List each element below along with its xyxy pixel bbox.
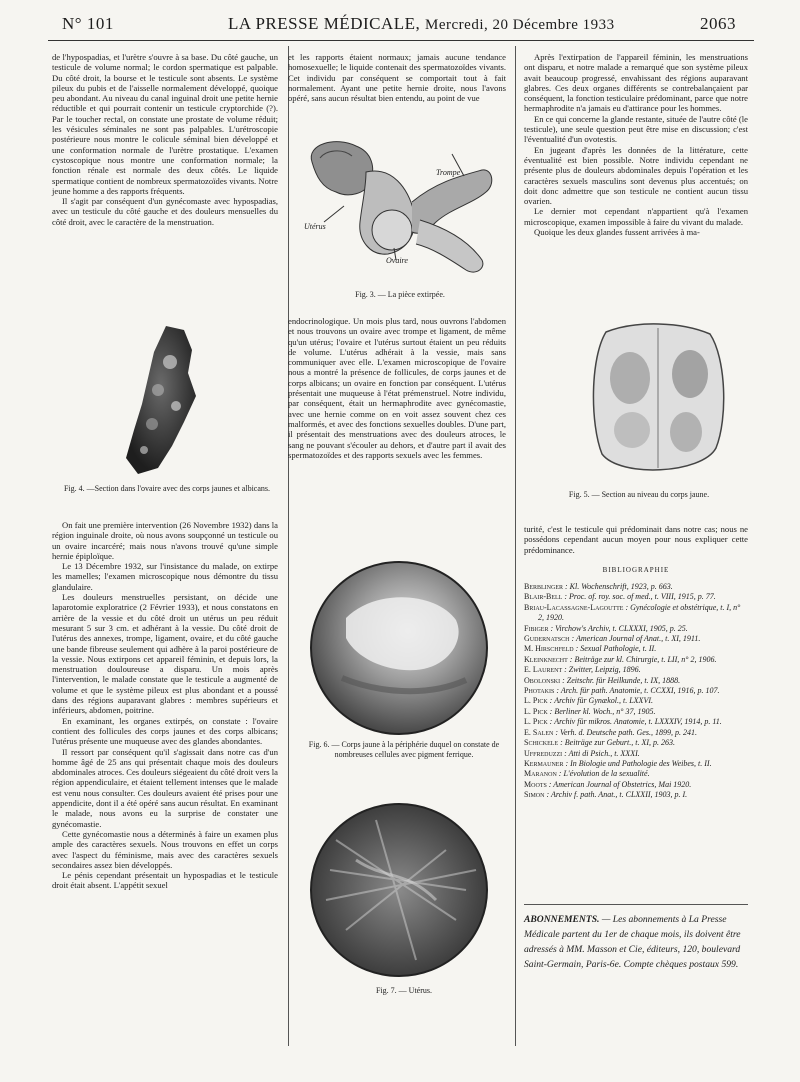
column-divider xyxy=(515,46,516,1046)
bibliography-reference: : Berliner kl. Woch., n° 37, 1905. xyxy=(547,706,656,716)
bibliography-reference: : Beiträge zur kl. Chirurgie, t. LII, n° 2, 1906. xyxy=(567,654,717,664)
journal-title xyxy=(228,14,615,34)
col3-mid-text xyxy=(524,524,748,555)
bibliography-reference: : Zeitschr. für Heilkunde, t. IX, 1888. xyxy=(560,675,681,685)
bibliography-entry xyxy=(524,676,748,686)
bibliography-author: Blair-Bell xyxy=(524,592,563,602)
issue-number: N° 101 xyxy=(62,14,114,33)
bibliography-author: Kermauner xyxy=(524,758,564,768)
abonnements-rule xyxy=(524,904,748,905)
fig7-image xyxy=(306,800,492,980)
bibliography-entry xyxy=(524,759,748,769)
paragraph: Il s'agit par conséquent d'un gynécomaste avec hypospadias, avec un testicule du côté gauche et des douleurs mensuelles du côté droit, avec le caractère de la menstruation. xyxy=(52,196,278,227)
page-number: 2063 xyxy=(700,14,736,33)
abonnements-text: — Les abonnements à La Presse Médicale partent du 1er de chaque mois, ils doivent être adressés à MM. Masson et Cie, éditeurs, 120, boulevard Saint-Germain, Paris-6e. Compte chèques postaux 599. xyxy=(524,914,741,970)
paragraph: de l'hypospadias, et l'urètre s'ouvre à sa base. Du côté gauche, un testicule de volume normal; le cordon spermatique est palpable. Du côté droit, la bourse et le testicule sont absents. Le système pileux du pubis et de l'aisselle normalement développé, quoique peu abondant. Au niveau du canal inguinal droit une petite hernie réductible et qui pourrait contenir un testicule cryptorchide (?). Par le toucher rectal, on constate une prostate de volume réduit; les vésicules séminales ne sont pas palpables. L'urétroscopie postérieure nous montre le colicule séminal bien développé et une conformation normale de l'urètre prostatique. L'examen cystoscopique nous montre une conformation normale; la fonction rénale est normale des deux côtés. Le liquide spermatique contient de nombreux spermatozoïdes vivants. Notre jeune homme a des rapports fréquents. xyxy=(52,52,278,196)
bibliography-reference: : Gynécologie et obstétrique, t. I, n° 2, 1920. xyxy=(538,602,741,623)
bibliography-title: BIBLIOGRAPHIE xyxy=(602,566,670,574)
bibliography-author: Berblinger xyxy=(524,582,564,591)
bibliography-entry xyxy=(524,790,748,800)
issue-date: Mercredi, 20 Décembre 1933 xyxy=(425,17,615,33)
bibliography-reference: : Virchow's Archiv, t. CLXXXI, 1905, p. 25. xyxy=(548,623,688,633)
bibliography-entry xyxy=(524,749,748,759)
paragraph: En ce qui concerne la glande restante, située de l'autre côté (le testicule), une seule question peut être mise en discussion; c'est l'éventualité d'un ovotestis. xyxy=(524,113,748,145)
bibliography-entry xyxy=(524,769,748,779)
bibliography-reference: : Atti di Psich., t. XXXI. xyxy=(562,748,640,758)
bibliography-reference: : Proc. of. roy. soc. of med., t. VIII, 1915, p. 77. xyxy=(562,592,716,602)
bibliography-author: E. Salen xyxy=(524,727,554,737)
fig4-image xyxy=(118,318,228,478)
bibliography-author: Photakis xyxy=(524,686,555,696)
bibliography-reference: : Arch. für path. Anatomie, t. CCXXI, 1916, p. 107. xyxy=(554,686,720,696)
paragraph: Le 13 Décembre 1932, sur l'insistance du malade, on extirpe les mamelles; l'examen microscopique nous démontre du tissu glandulaire. xyxy=(52,561,278,592)
bibliography-reference: : In Biologie und Pathologie des Weibes, t. II. xyxy=(563,758,712,768)
bibliography-entry xyxy=(524,738,748,748)
bibliography-author: E. Laurent xyxy=(524,665,563,675)
fig4-caption: Fig. 4. —Section dans l'ovaire avec des corps jaunes et albicans. xyxy=(63,484,271,493)
bibliography-reference: : Beiträge zur Geburt., t. XI, p. 263. xyxy=(558,738,675,748)
bibliography-author: Moots xyxy=(524,779,547,789)
bibliography-entry xyxy=(524,644,748,654)
bibliography-reference: : Archiv für mikros. Anatomie, t. LXXXIV, 1914, p. 11. xyxy=(547,717,722,727)
header-rule xyxy=(48,40,754,41)
bibliography-author: L. Pick xyxy=(524,696,548,706)
bibliography-reference: : L'évolution de la sexualité. xyxy=(556,769,650,779)
bibliography-author: M. Hirschfeld xyxy=(524,644,574,654)
fig3-caption: Fig. 3. — La pièce extirpée. xyxy=(355,290,445,299)
bibliography-entry xyxy=(524,655,748,665)
bibliography-entry xyxy=(524,717,748,727)
bibliography-author: Obolonski xyxy=(524,675,561,685)
fig5-caption: Fig. 5. — Section au niveau du corps jaune. xyxy=(568,490,710,499)
bibliography-author: Briau-Lacassagne-Lagoutte xyxy=(524,602,624,612)
paragraph: Cette gynécomastie nous a déterminés à faire un examen plus ample des caractères sexuels. Nous trouvons en effet un corps avec l'aspect du féminisme, mais avec des caractères sexuels secondaires assez bien développés. xyxy=(52,828,278,870)
bibliography-author: Uffreduzzi xyxy=(524,748,563,758)
bibliography-entry xyxy=(524,728,748,738)
bibliography-reference: : Verh. d. Deutsche path. Ges., 1899, p. 241. xyxy=(553,727,697,737)
bibliography-entry xyxy=(524,696,748,706)
abonnements-title: ABONNEMENTS. xyxy=(524,914,600,925)
fig3-label-trompe: Trompe xyxy=(436,168,461,177)
paragraph: turité, c'est le testicule qui prédominait dans notre cas; nous ne possédons cependant aucun moyen pour nous expliquer cette prédominance. xyxy=(524,524,748,555)
column-divider xyxy=(288,46,289,1046)
bibliography-author: Maranon xyxy=(524,769,557,779)
journal-name: LA PRESSE MÉDICALE, xyxy=(228,14,421,33)
bibliography-entry xyxy=(524,780,748,790)
bibliography-reference: : Kl. Wochenschrift, 1923, p. 663. xyxy=(563,582,673,591)
col2-mid-text xyxy=(288,316,506,460)
fig3-image xyxy=(296,132,502,284)
bibliography-reference: : Archiv f. path. Anat., t. CLXXII, 1903, p. I. xyxy=(544,790,688,800)
paragraph: On fait une première intervention (26 Novembre 1932) dans la région inguinale droite, où nous avons soupçonné un testicule ou un ovaire incarcéré; mais nous n'avons trouvé qu'une simple hernie épiploïque. xyxy=(52,520,278,561)
bibliography-author: L. Pick xyxy=(524,717,548,727)
col3-top-text xyxy=(524,52,748,237)
paragraph: Il ressort par conséquent qu'il s'agissait dans notre cas d'un homme âgé de 25 ans qui présentait chaque mois des douleurs abdominales atroces. Ces douleurs siégeaient du côté droit vers la région appendiculaire, et étaient tellement intenses que le malade est venu nous consulter. Ces douleurs avaient été prises pour une appendicite, dont il a été opéré sans aucun résultat. En examinant le malade, nous avons eu la surprise de constater une gynécomastie. xyxy=(52,746,278,829)
bibliography-entry xyxy=(524,592,748,602)
paragraph: Après l'extirpation de l'appareil féminin, les menstruations ont disparu, et notre malade a remarqué que son système pileux avait beaucoup progressé, envahissant des régions auparavant glabres. Ces deux organes différents se contrebalançaient par conséquent, la fonction testiculaire prédominant, parce que notre hermaphrodite n'a jamais eu d'attirance pour les hommes. xyxy=(524,52,748,114)
bibliography-author: Kleinknecht xyxy=(524,654,568,664)
fig7-caption: Fig. 7. — Utérus. xyxy=(376,986,432,995)
paragraph: endocrinologique. Un mois plus tard, nous ouvrons l'abdomen et nous trouvons un ovaire avec trompe et ligament, de même qu'un utérus; l'ovaire et l'utérus surtout étaient un peu réduits de volume. L'utérus adhérait à la vessie, mais sans communiquer avec elle. L'examen microscopique de l'ovaire nous a montré la présence de follicules, de corps jaunes et de corps albicans; un ovaire en fonction par conséquent. L'utérus présentait une muqueuse à l'état prémenstruel. Notre individu, par conséquent, était un hermaphrodite avec gynécomastie, avec une hernie comme on en voit assez souvent chez ces malformés, et avec des fonctions sexuelles doubles. D'une part, il présentait des menstruations avec des douleurs atroces, le sang ne pouvant s'écouler au dehors, et d'autre part il avait des spermatozoïdes et des rapports sexuels avec les femmes. xyxy=(288,316,506,460)
col1-bottom-text xyxy=(52,520,278,891)
fig3-label-ovaire: Ovaire xyxy=(386,256,408,265)
bibliography-entry xyxy=(524,624,748,634)
paragraph: Les douleurs menstruelles persistant, on décide une laparotomie exploratrice (2 Février 1933), et nous constatons en arrière de la vessie et du côté droit un utérus un peu réduit mesurant 5 sur 3 cm. et adhérant à la vessie. Du côté droit de l'utérus des annexes, trompe, ligament, ovaire, et du côté gauche une bande fibreuse seulement qui adhère à la paroi postérieure de la vessie. Nous extirpons cet appareil féminin, et depuis lors, la menstruation douloureuse a disparu. Un mois après l'intervention, le malade constate que le testicule a augmenté de volume et que le système pileux est plus abondant et a poussé dans des régions auparavant glabres : membres supérieurs et inférieurs, abdomen, poitrine. xyxy=(52,592,278,716)
bibliography-reference: : American Journal of Anat., t. XI, 1911. xyxy=(569,634,701,644)
bibliography-author: Gudernatsch xyxy=(524,634,570,644)
bibliography-entry xyxy=(524,582,748,592)
bibliography-entry xyxy=(524,634,748,644)
bibliography-reference: : American Journal of Obstetrics, Mai 1920. xyxy=(546,779,692,789)
fig5-image xyxy=(586,318,730,480)
bibliography-reference: : Zwitter, Leipzig, 1896. xyxy=(562,665,641,675)
paragraph: et les rapports étaient normaux; jamais aucune tendance homosexuelle; le liquide contenait des spermatozoïdes vivants. Cet individu par conséquent se comportait tout à fait normalement. Ayant une petite hernie droite, nous l'avons opéré, sans aucun résultat bien entendu, au point de vue xyxy=(288,52,506,104)
bibliography-entry xyxy=(524,665,748,675)
bibliography-entry xyxy=(524,686,748,696)
bibliography-author: Fibiger xyxy=(524,623,549,633)
fig6-image xyxy=(306,558,492,738)
abonnements-notice xyxy=(524,912,748,972)
bibliography-reference: : Sexual Pathologie, t. II. xyxy=(573,644,657,654)
paragraph: Quoique les deux glandes fussent arrivées à ma- xyxy=(534,227,700,238)
bibliography-author: Simon xyxy=(524,790,545,800)
fig3-label-uterus: Utérus xyxy=(304,222,326,231)
col2-top-text xyxy=(288,52,506,103)
bibliography-entry xyxy=(524,707,748,717)
bibliography-list xyxy=(524,582,748,801)
paragraph: En examinant, les organes extirpés, on constate : l'ovaire contient des follicules des corps jaunes et des corps albicans; l'utérus présente une muqueuse avec des glandes abondantes. xyxy=(52,715,278,747)
col1-top-text xyxy=(52,52,278,227)
bibliography-entry xyxy=(524,603,748,624)
bibliography-reference: : Archiv für Gynækol., t. LXXVI. xyxy=(547,696,653,706)
bibliography-author: Schickele xyxy=(524,738,559,748)
paragraph: Le pénis cependant présentait un hypospadias et le testicule droit était absent. L'appétit sexuel xyxy=(52,870,278,891)
bibliography-author: L. Pick xyxy=(524,706,548,716)
paragraph: En jugeant d'après les données de la littérature, cette éventualité est bien possible. Notre individu cependant ne présente plus de douleurs abdominales depuis l'opération et les caractères sexuels masculins sont devenus plus accentués; on doit donc admettre que son testicule ne contient aucun tissu ovarien. xyxy=(524,144,748,207)
paragraph: Le dernier mot cependant n'appartient qu'à l'examen microscopique, examen impossible à faire du vivant du malade. xyxy=(524,206,748,227)
fig6-caption: Fig. 6. — Corps jaune à la périphérie duquel on constate de nombreuses cellules avec pigment ferrique. xyxy=(308,740,500,759)
